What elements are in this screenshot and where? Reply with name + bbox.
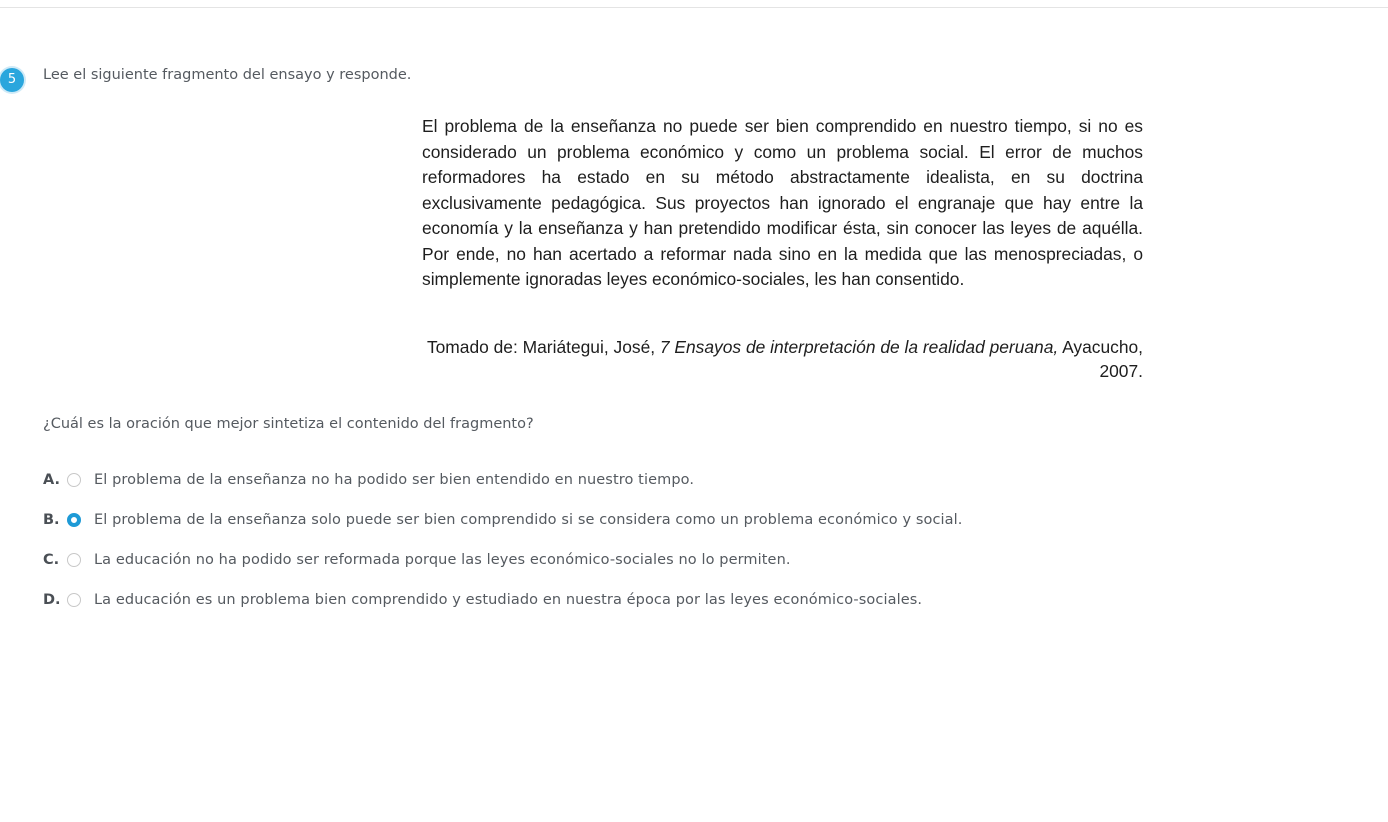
- option-text[interactable]: El problema de la enseñanza no ha podido ser bien entendido en nuestro tiempo.: [94, 472, 695, 488]
- citation-prefix: Tomado de: Mariátegui, José,: [426, 337, 660, 357]
- question-prompt: ¿Cuál es la oración que mejor sintetiza el contenido del fragmento?: [43, 416, 534, 432]
- option-letter: B.: [43, 512, 60, 528]
- option-a[interactable]: [43, 460, 963, 500]
- option-b[interactable]: [43, 500, 963, 540]
- top-divider: [0, 7, 1388, 8]
- radio-button-b[interactable]: [67, 513, 81, 527]
- essay-passage: El problema de la enseñanza no puede ser bien comprendido en nuestro tiempo, si no es considerado un problema económico y como un problema social. El error de muchos reformadores ha estado en su método abstractamente idealista, en su doctrina exclusivamente pedagógica. Sus proyectos han ignorado el engranaje que hay entre la economía y la enseñanza y han pretendido modificar ésta, sin conocer las leyes de aquélla. Por ende, no han acertado a reformar nada sino en la medida que las menospreciadas, o simplemente ignoradas leyes económico-sociales, les han consentido.: [422, 116, 1143, 289]
- radio-button-c[interactable]: [67, 553, 81, 567]
- question-instruction: Lee el siguiente fragmento del ensayo y responde.: [43, 67, 412, 83]
- option-text[interactable]: El problema de la enseñanza solo puede ser bien comprendido si se considera como un problema económico y social.: [94, 512, 963, 528]
- option-text[interactable]: La educación no ha podido ser reformada porque las leyes económico-sociales no lo permiten.: [94, 552, 791, 568]
- radio-button-a[interactable]: [67, 473, 81, 487]
- option-text[interactable]: La educación es un problema bien comprendido y estudiado en nuestra época por las leyes económico-sociales.: [94, 592, 923, 608]
- option-letter: A.: [43, 472, 60, 488]
- citation-book-title: 7 Ensayos de interpretación de la realidad peruana,: [659, 337, 1059, 357]
- option-c[interactable]: [43, 540, 963, 580]
- option-letter: D.: [43, 592, 61, 608]
- option-d[interactable]: [43, 580, 963, 620]
- passage-citation: [422, 335, 1143, 383]
- question-number-badge: 5: [0, 68, 24, 92]
- radio-button-d[interactable]: [67, 593, 81, 607]
- option-letter: C.: [43, 552, 60, 568]
- citation-suffix: Ayacucho, 2007.: [1058, 337, 1143, 381]
- answer-options: [43, 460, 963, 620]
